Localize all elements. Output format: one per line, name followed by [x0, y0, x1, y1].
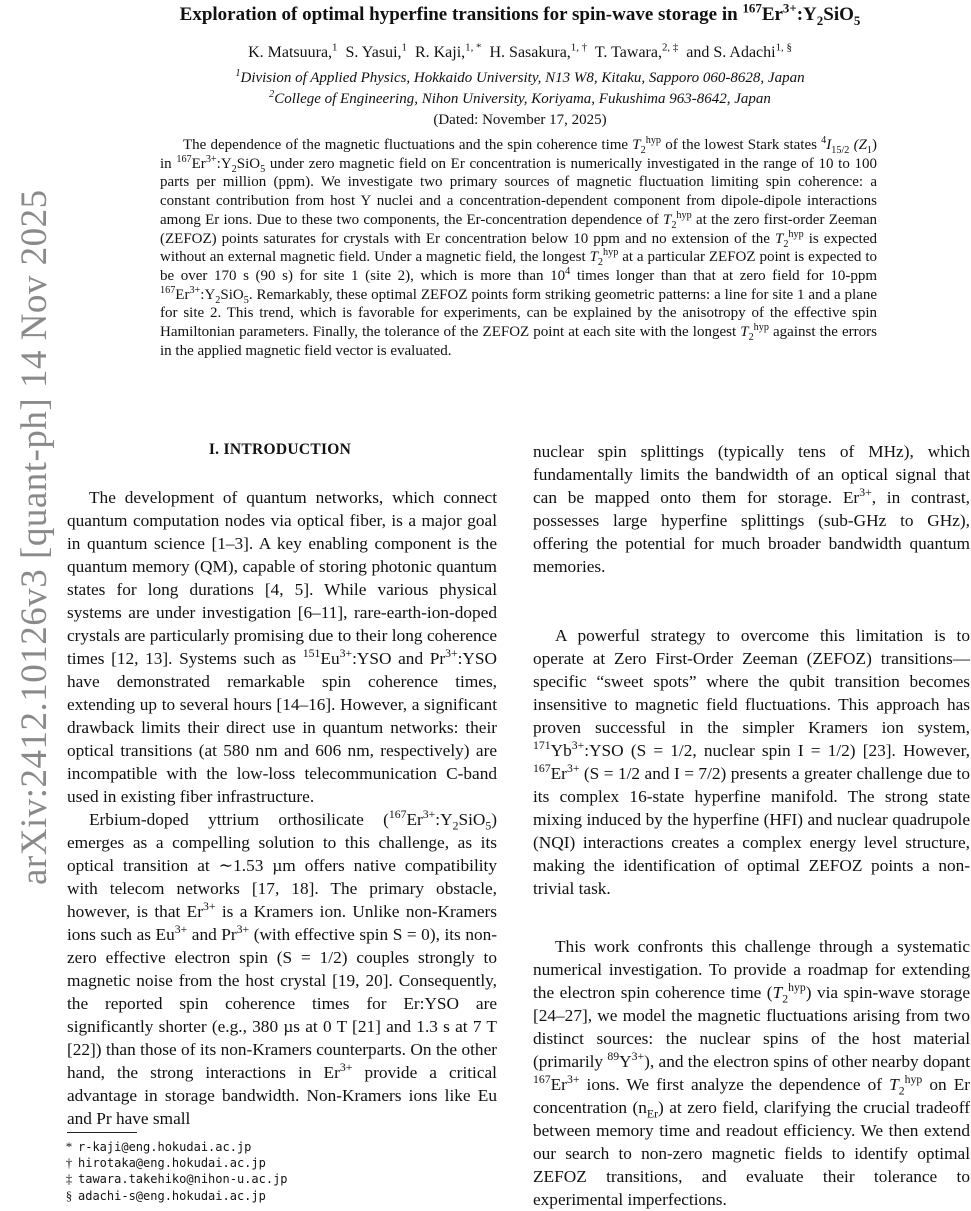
footnotes [60, 1139, 480, 1204]
author: S. Yasui,$^1$ [345, 41, 407, 61]
footnote-item: § adachi-s@eng.hokudai.ac.jp [65, 1187, 266, 1203]
paragraph: nuclear spin splittings (typically tens of MHz), which fundamentally limits the bandwidth of an optical signal that can be mapped onto them for storage. $Er^{3+}$, in contrast, possesses large hyperfine splittings (sub-GHz to GHz), offering the potential for much broader bandwidth quantum memories. [533, 442, 971, 576]
author: H. Sasakura,$^{1, \dagger}$ [489, 41, 588, 61]
right-column-para-3 [533, 935, 970, 1211]
left-column [67, 486, 497, 1130]
email-link[interactable]: tawara.takehiko@nihon-u.ac.jp [78, 1172, 288, 1187]
email-link[interactable]: r-kaji@eng.hokudai.ac.jp [78, 1140, 252, 1154]
right-column-para-2 [533, 624, 970, 900]
footnote-item: † hirotaka@eng.hokudai.ac.jp [65, 1155, 266, 1171]
footnote-item: ‡ tawara.takehiko@nihon-u.ac.jp [65, 1171, 288, 1187]
paragraph: This work confronts this challenge through a systematic numerical investigation. To provide a roadmap for extending the electron spin coherence time $(T_2^{hyp})$ via spin-wave storage [24–27], we model the magnetic fluctuations arising from two distinct sources: the nuclear spins of the host material (primarily $^{89}Y^{3+}$), and the electron spins of other nearby dopant $^{167}Er^{3+}$ ions. We first analyze the dependence of $T_2^{hyp}$ on Er concentration $(n_{Er})$ at zero field, clarifying the crucial tradeoff between memory time and readout efficiency. We then extend our search to non-zero magnetic fields to identify optimal ZEFOZ transitions, and evaluate their tolerance to experimental imperfections. [533, 937, 971, 1209]
arxiv-sidebar-stamp: arXiv:2412.10126v3 [quant-ph] 14 Nov 2025 [14, 189, 55, 885]
abstract: The dependence of the magnetic fluctuations and the spin coherence time $T_2^{hyp}$ of the lowest Stark states $^4I_{15/2}$ $(Z_1)$ in $^{167}Er^{3+}:Y_2SiO_5$ under zero magnetic field on Er concentration is numerically investigated in the range of 10 to 100 parts per million (ppm). We investigate two primary sources of magnetic fluctuation limiting spin coherence: a constant contribution from host Y nuclei and a concentration-dependent component from dipole-dipole interactions among Er ions. Due to these two components, the Er-concentration dependence of $T_2^{hyp}$ at the zero first-order Zeeman (ZEFOZ) points saturates for crystals with Er concentration below 10 ppm and no extension of the $T_2^{hyp}$ is expected without an external magnetic field. Under a magnetic field, the longest $T_2^{hyp}$ at a particular ZEFOZ point is expected to be over 170 s (90 s) for site 1 (site 2), which is more than $10^4$ times longer than that at zero field for 10-ppm $^{167}Er^{3+}:Y_2SiO_5$. Remarkably, these optimal ZEFOZ points form striking geometric patterns: a line for site 1 and a plane for site 2. This trend, which is favorable for experiments, can be explained by the anisotropy of the effective spin Hamiltonian parameters. Finally, the tolerance of the ZEFOZ point at each site with the longest $T_2^{hyp}$ against the errors in the applied magnetic field vector is evaluated. [160, 135, 878, 359]
email-link[interactable]: adachi-s@eng.hokudai.ac.jp [78, 1188, 266, 1203]
footnote-divider [67, 1132, 137, 1133]
paragraph: A powerful strategy to overcome this limitation is to operate at Zero First-Order Zeeman (ZEFOZ) transitions—specific “sweet spots” where the qubit transition becomes insensitive to magnetic field fluctuations. This approach has proven successful in the simpler Kramers ion system, $^{171}Yb^{3+}:YSO$ (S = 1/2, nuclear spin I = 1/2) [23]. However, $^{167}Er^{3+}$ (S = 1/2 and I = 7/2) presents a greater challenge due to its complex 16-state hyperfine manifold. The strong state mixing induced by the hyperfine (HFI) and nuclear quadrupole (NQI) interactions creates a complex energy level structure, making the identification of optimal ZEFOZ points a non-trivial task. [533, 626, 970, 898]
date-line: (Dated: November 17, 2025) [433, 112, 607, 128]
email-link[interactable]: hirotaka@eng.hokudai.ac.jp [78, 1156, 266, 1171]
affiliation-1: $^1$Division of Applied Physics, Hokkaido University, N13 W8, Kitaku, Sapporo 060-8628, Japan [235, 68, 805, 86]
affiliation-2: $^2$College of Engineering, Nihon University, Koriyama, Fukushima 963-8642, Japan [269, 89, 771, 107]
author: T. Tawara,$^{2, \ddagger}$ [594, 41, 679, 61]
author: K. Matsuura,$^1$ [248, 41, 338, 61]
footnote-item: * r-kaji@eng.hokudai.ac.jp [65, 1139, 252, 1154]
section-heading-introduction: I. INTRODUCTION [208, 441, 352, 458]
paragraph: Erbium-doped yttrium orthosilicate $(^{167}Er^{3+}:Y_2SiO_5)$ emerges as a compelling solution to this challenge, as its optical transition at ∼1.53 µm offers native compatibility with telecom networks [17, 18]. The primary obstacle, however, is that $Er^{3+}$ is a Kramers ion. Unlike non-Kramers ions such as $Eu^{3+}$ and $Pr^{3+}$ (with effective spin S = 0), its non-zero effective electron spin (S = 1/2) couples strongly to magnetic noise from the host crystal [19, 20]. Consequently, the reported spin coherence times for Er:YSO are significantly shorter (e.g., 380 µs at 0 T [21] and 1.3 s at 7 T [22]) than those of its non-Kramers counterparts. On the other hand, the strong interactions in $Er^{3+}$ provide a critical advantage in storage bandwidth. Non-Kramers ions like Eu and Pr have small [67, 808, 497, 1128]
author: R. Kaji,$^{1, *}$ [414, 41, 482, 61]
paper-title: Exploration of optimal hyperfine transitions for spin-wave storage in $^{167}Er^{3+}:Y_2SiO_5$ [179, 0, 861, 28]
author: and S. Adachi$^{1, \S}$ [686, 41, 792, 61]
paragraph: The development of quantum networks, which connect quantum computation nodes via optical fiber, is a major goal in quantum science [1–3]. A key enabling component is the quantum memory (QM), capable of storing photonic quantum states for long durations [4, 5]. While various physical systems are under investigation [6–11], rare-earth-ion-doped crystals are particularly promising due to their long coherence times [12, 13]. Systems such as $^{151}Eu^{3+}:YSO$ and $Pr^{3+}:YSO$ have demonstrated remarkable spin coherence times, extending up to several hours [14–16]. However, a significant drawback limits their direct use in quantum networks: their optical transitions (at 580 nm and 606 nm, respectively) are incompatible with the low-loss telecommunication C-band used in existing fiber infrastructure. [67, 488, 497, 806]
right-column-para-1 [533, 440, 970, 578]
author-list [70, 41, 970, 62]
